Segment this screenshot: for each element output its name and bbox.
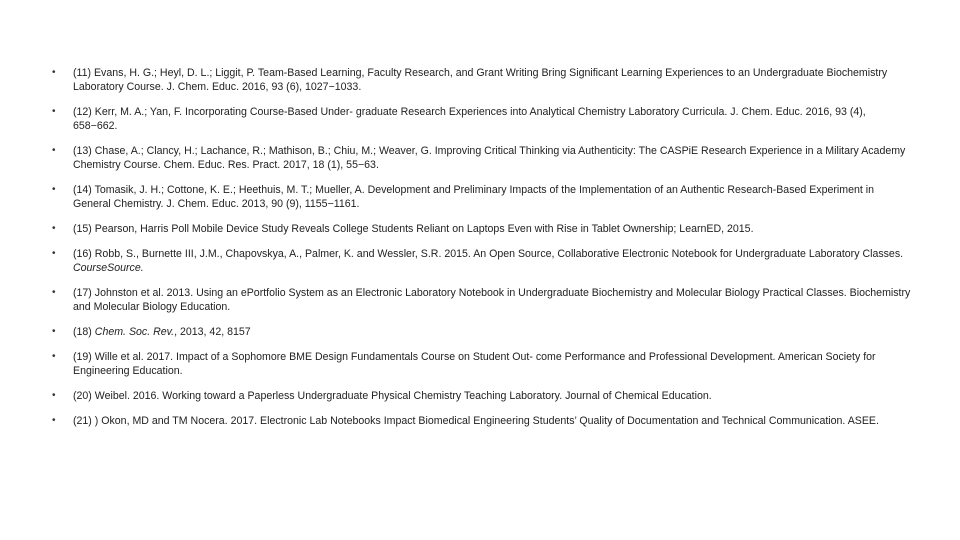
reference-item-11: [52, 66, 912, 94]
reference-text: (15) Pearson, Harris Poll Mobile Device Study Reveals College Students Reliant on Laptops Even with Rise in Tablet Ownership; LearnED, 2015.: [73, 223, 754, 235]
reference-text: (14) Tomasik, J. H.; Cottone, K. E.; Heethuis, M. T.; Mueller, A. Development and Preliminary Impacts of the Implementation of an Authentic Research-Based Experiment in General Chemistry. J. Chem. Educ. 2013, 90 (9), 1155−1161.: [73, 184, 874, 210]
reference-item-12: [52, 105, 912, 133]
bullet-icon: •: [52, 106, 56, 117]
bullet-icon: •: [52, 351, 56, 362]
reference-item-14: [52, 183, 912, 211]
reference-text: (13) Chase, A.; Clancy, H.; Lachance, R.; Mathison, B.; Chiu, M.; Weaver, G. Improving Critical Thinking via Authenticity: The CASPiE Research Experience in a Military Academy Chemistry Course. Chem. Educ. Res. Pract. 2017, 18 (1), 55−63.: [73, 145, 906, 171]
bullet-icon: •: [52, 415, 56, 426]
bullet-icon: •: [52, 67, 56, 78]
reference-item-17: [52, 286, 912, 314]
reference-text: (17) Johnston et al. 2013. Using an ePortfolio System as an Electronic Laboratory Notebook in Undergraduate Biochemistry and Molecular Biology Practical Classes. Biochemistry and Molecular Biology Education.: [73, 287, 911, 313]
bullet-icon: •: [52, 145, 56, 156]
reference-item-15: [52, 222, 912, 236]
reference-text: (18): [73, 326, 95, 338]
reference-text-after: , 2013, 42, 8157: [174, 326, 251, 338]
reference-list: [52, 66, 912, 439]
bullet-icon: •: [52, 223, 56, 234]
reference-journal-italic: Chem. Soc. Rev.: [94, 326, 175, 338]
reference-item-16: [52, 247, 912, 275]
reference-text: (19) Wille et al. 2017. Impact of a Sophomore BME Design Fundamentals Course on Student Out- come Performance and Professional Development. American Society for Engineering Education.: [73, 351, 876, 377]
reference-text: (12) Kerr, M. A.; Yan, F. Incorporating Course-Based Under- graduate Research Experiences into Analytical Chemistry Laboratory Curricula. J. Chem. Educ. 2016, 93 (4), 658−662.: [73, 106, 866, 132]
bullet-icon: •: [52, 287, 56, 298]
reference-item-20: [52, 389, 912, 403]
reference-item-19: [52, 350, 912, 378]
reference-text: (20) Weibel. 2016. Working toward a Paperless Undergraduate Physical Chemistry Teaching Laboratory. Journal of Chemical Education.: [73, 390, 712, 402]
reference-item-21: [52, 414, 912, 428]
reference-journal-italic: CourseSource.: [73, 262, 144, 274]
bullet-icon: •: [52, 248, 56, 259]
reference-text: (21) ) Okon, MD and TM Nocera. 2017. Electronic Lab Notebooks Impact Biomedical Engineering Students’ Quality of Documentation and Technical Communication. ASEE.: [73, 415, 879, 427]
reference-item-13: [52, 144, 912, 172]
reference-text: (16) Robb, S., Burnette III, J.M., Chapovskya, A., Palmer, K. and Wessler, S.R. 2015. An Open Source, Collaborative Electronic Notebook for Undergraduate Laboratory Classes.: [73, 248, 904, 260]
bullet-icon: •: [52, 390, 56, 401]
reference-text: (11) Evans, H. G.; Heyl, D. L.; Liggit, P. Team-Based Learning, Faculty Research, and Grant Writing Bring Significant Learning Experiences to an Undergraduate Biochemistry Laboratory Course. J. Chem. Educ. 2016, 93 (6), 1027−1033.: [73, 67, 888, 93]
bullet-icon: •: [52, 184, 56, 195]
reference-item-18: [52, 325, 912, 339]
bullet-icon: •: [52, 326, 56, 337]
